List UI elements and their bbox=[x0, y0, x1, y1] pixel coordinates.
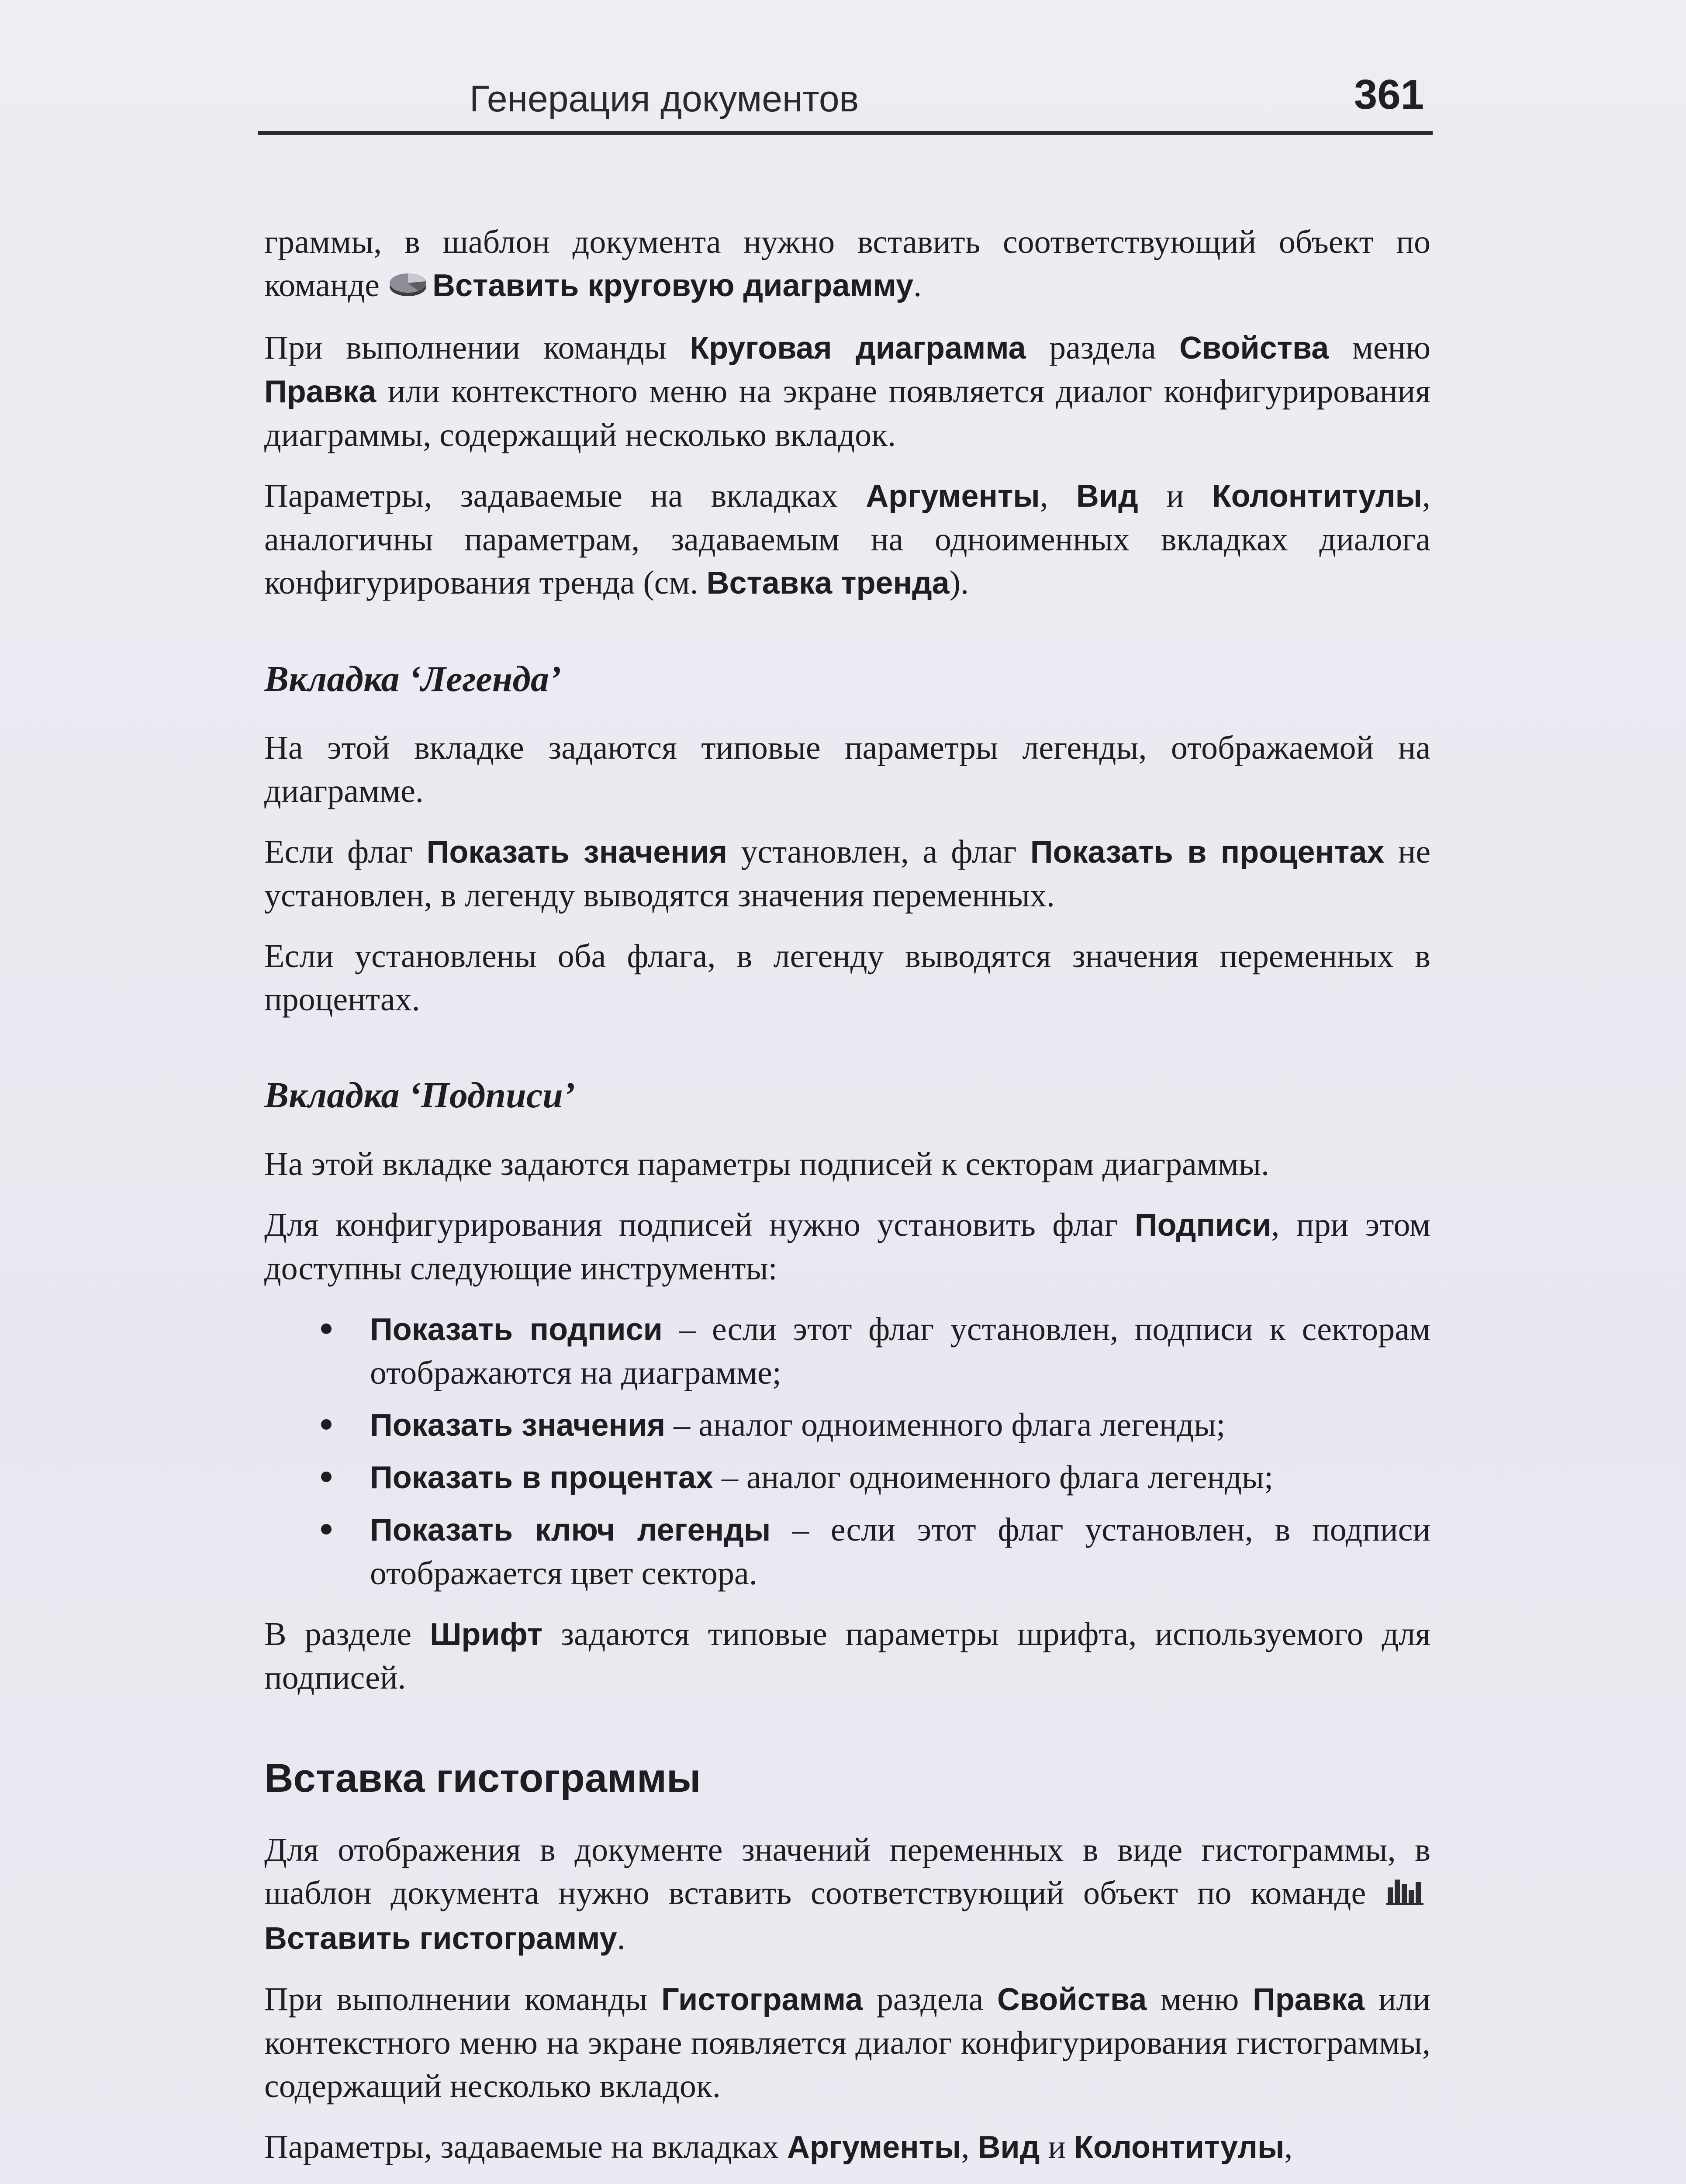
term-properties: Свойства bbox=[1179, 331, 1329, 366]
running-header bbox=[258, 66, 1433, 135]
paragraph-legend-intro: На этой вкладке задаются типовые параметры легенды, отображаемой на диаграмме. bbox=[264, 729, 1430, 809]
text: ). bbox=[949, 564, 969, 601]
list-item bbox=[264, 1403, 1430, 1447]
text: – аналог одноименного флага легенды; bbox=[665, 1406, 1226, 1443]
term-show-percent: Показать в процентах bbox=[370, 1460, 713, 1495]
text: . bbox=[913, 267, 922, 304]
text: – аналог одноименного флага легенды; bbox=[713, 1459, 1274, 1496]
page-body bbox=[264, 221, 1430, 2184]
paragraph-hist-command bbox=[264, 1978, 1430, 2108]
paragraph-hist-params bbox=[264, 2125, 1430, 2169]
text: При выполнении команды bbox=[264, 329, 667, 366]
list-item bbox=[264, 1308, 1430, 1395]
heading-labels-tab: Вкладка ‘Подписи’ bbox=[264, 1075, 575, 1116]
text: или контекстного меню на экране появляется диалог конфигурирования диаграммы, содержащий несколько вкладок. bbox=[264, 373, 1430, 453]
text: раздела bbox=[876, 1981, 984, 2018]
heading-legend-tab: Вкладка ‘Легенда’ bbox=[264, 659, 561, 699]
paragraph-legend-both: Если установлены оба флага, в легенду выводятся значения переменных в процентах. bbox=[264, 938, 1430, 1018]
text: В разделе bbox=[264, 1616, 412, 1652]
term-arguments: Аргументы bbox=[866, 479, 1040, 514]
term-view: Вид bbox=[978, 2130, 1040, 2165]
heading-insert-histogram: Вставка гистограммы bbox=[264, 1756, 701, 1800]
term-labels: Подписи bbox=[1134, 1208, 1271, 1243]
term-arguments: Аргументы bbox=[787, 2130, 961, 2165]
paragraph-labels-config bbox=[264, 1203, 1430, 1290]
text: – если этот флаг установлен, в подписи отображается цвет сектора. bbox=[370, 1511, 1431, 1592]
term-view: Вид bbox=[1076, 479, 1138, 514]
bullet-icon bbox=[321, 1324, 332, 1334]
text: , при этом доступны следующие инструменты: bbox=[264, 1206, 1431, 1287]
text: установлен, а флаг bbox=[741, 833, 1017, 870]
text: , bbox=[1040, 477, 1048, 514]
text: , bbox=[1284, 2129, 1293, 2165]
bullet-icon bbox=[321, 1472, 332, 1482]
text: . bbox=[617, 1920, 625, 1956]
term-headers-footers: Колонтитулы bbox=[1212, 479, 1423, 514]
list-item bbox=[264, 1508, 1430, 1595]
bullet-icon bbox=[321, 1419, 332, 1430]
text: меню bbox=[1160, 1981, 1239, 2018]
term-edit: Правка bbox=[264, 374, 377, 409]
text: задаются типовые параметры шрифта, используемого для подписей. bbox=[264, 1616, 1430, 1696]
term-font: Шрифт bbox=[430, 1617, 542, 1652]
text: , bbox=[961, 2129, 970, 2165]
term-show-legend-key: Показать ключ легенды bbox=[370, 1513, 771, 1548]
histogram-icon bbox=[1385, 1873, 1425, 1917]
labels-tools-list bbox=[264, 1308, 1430, 1595]
text: граммы, в шаблон документа нужно вставить соответствующий объект по команде bbox=[264, 224, 1430, 304]
text: и bbox=[1048, 2129, 1066, 2165]
list-item bbox=[264, 1456, 1430, 1500]
paragraph-hist-insert bbox=[264, 1828, 1430, 1960]
text: При выполнении команды bbox=[264, 1981, 648, 2018]
paragraph-pie-params bbox=[264, 474, 1430, 605]
text: Для отображения в документе значений переменных в виде гистограммы, в шаблон документа нужно вставить соответствующий объект по команде bbox=[264, 1832, 1430, 1911]
text: и bbox=[1166, 477, 1184, 514]
page-number: 361 bbox=[1354, 71, 1424, 118]
pie-chart-icon bbox=[388, 266, 428, 309]
text: Для конфигурирования подписей нужно установить флаг bbox=[264, 1206, 1118, 1243]
text: Если флаг bbox=[264, 833, 413, 870]
command-insert-pie-chart: Вставить круговую диаграмму bbox=[432, 268, 914, 303]
term-insert-trend: Вставка тренда bbox=[706, 566, 950, 601]
bullet-icon bbox=[321, 1524, 332, 1534]
text: не установлен, в легенду выводятся значения переменных. bbox=[264, 833, 1431, 914]
text: – если этот флаг установлен, подписи к секторам отображаются на диаграмме; bbox=[370, 1311, 1430, 1391]
term-show-percent: Показать в процентах bbox=[1030, 835, 1385, 870]
paragraph-legend-values bbox=[264, 830, 1430, 917]
paragraph-pie-command bbox=[264, 326, 1430, 457]
text: , аналогичны параметрам, задаваемым на одноименных вкладках диалога конфигурирования тренда (см. bbox=[264, 477, 1431, 601]
command-insert-histogram: Вставить гистограмму bbox=[264, 1921, 617, 1956]
text: Параметры, задаваемые на вкладках bbox=[264, 2129, 779, 2165]
term-pie-chart: Круговая диаграмма bbox=[690, 331, 1026, 366]
term-histogram: Гистограмма bbox=[661, 1982, 863, 2017]
paragraph-pie-insert bbox=[264, 221, 1430, 309]
text: или контекстного меню на экране появляется диалог конфигурирования гистограммы, содержащий несколько вкладок. bbox=[264, 1981, 1431, 2105]
paragraph-labels-intro: На этой вкладке задаются параметры подписей к секторам диаграммы. bbox=[264, 1146, 1270, 1182]
term-headers-footers: Колонтитулы bbox=[1074, 2130, 1285, 2165]
text: меню bbox=[1352, 329, 1431, 366]
chapter-title: Генерация документов bbox=[470, 78, 859, 119]
term-edit: Правка bbox=[1252, 1982, 1365, 2017]
text: раздела bbox=[1049, 329, 1156, 366]
text: Параметры, задаваемые на вкладках bbox=[264, 477, 838, 514]
term-show-values: Показать значения bbox=[370, 1408, 666, 1443]
paragraph-font bbox=[264, 1613, 1430, 1700]
term-show-values: Показать значения bbox=[426, 835, 728, 870]
term-show-labels: Показать подписи bbox=[370, 1312, 663, 1347]
term-properties: Свойства bbox=[997, 1982, 1147, 2017]
